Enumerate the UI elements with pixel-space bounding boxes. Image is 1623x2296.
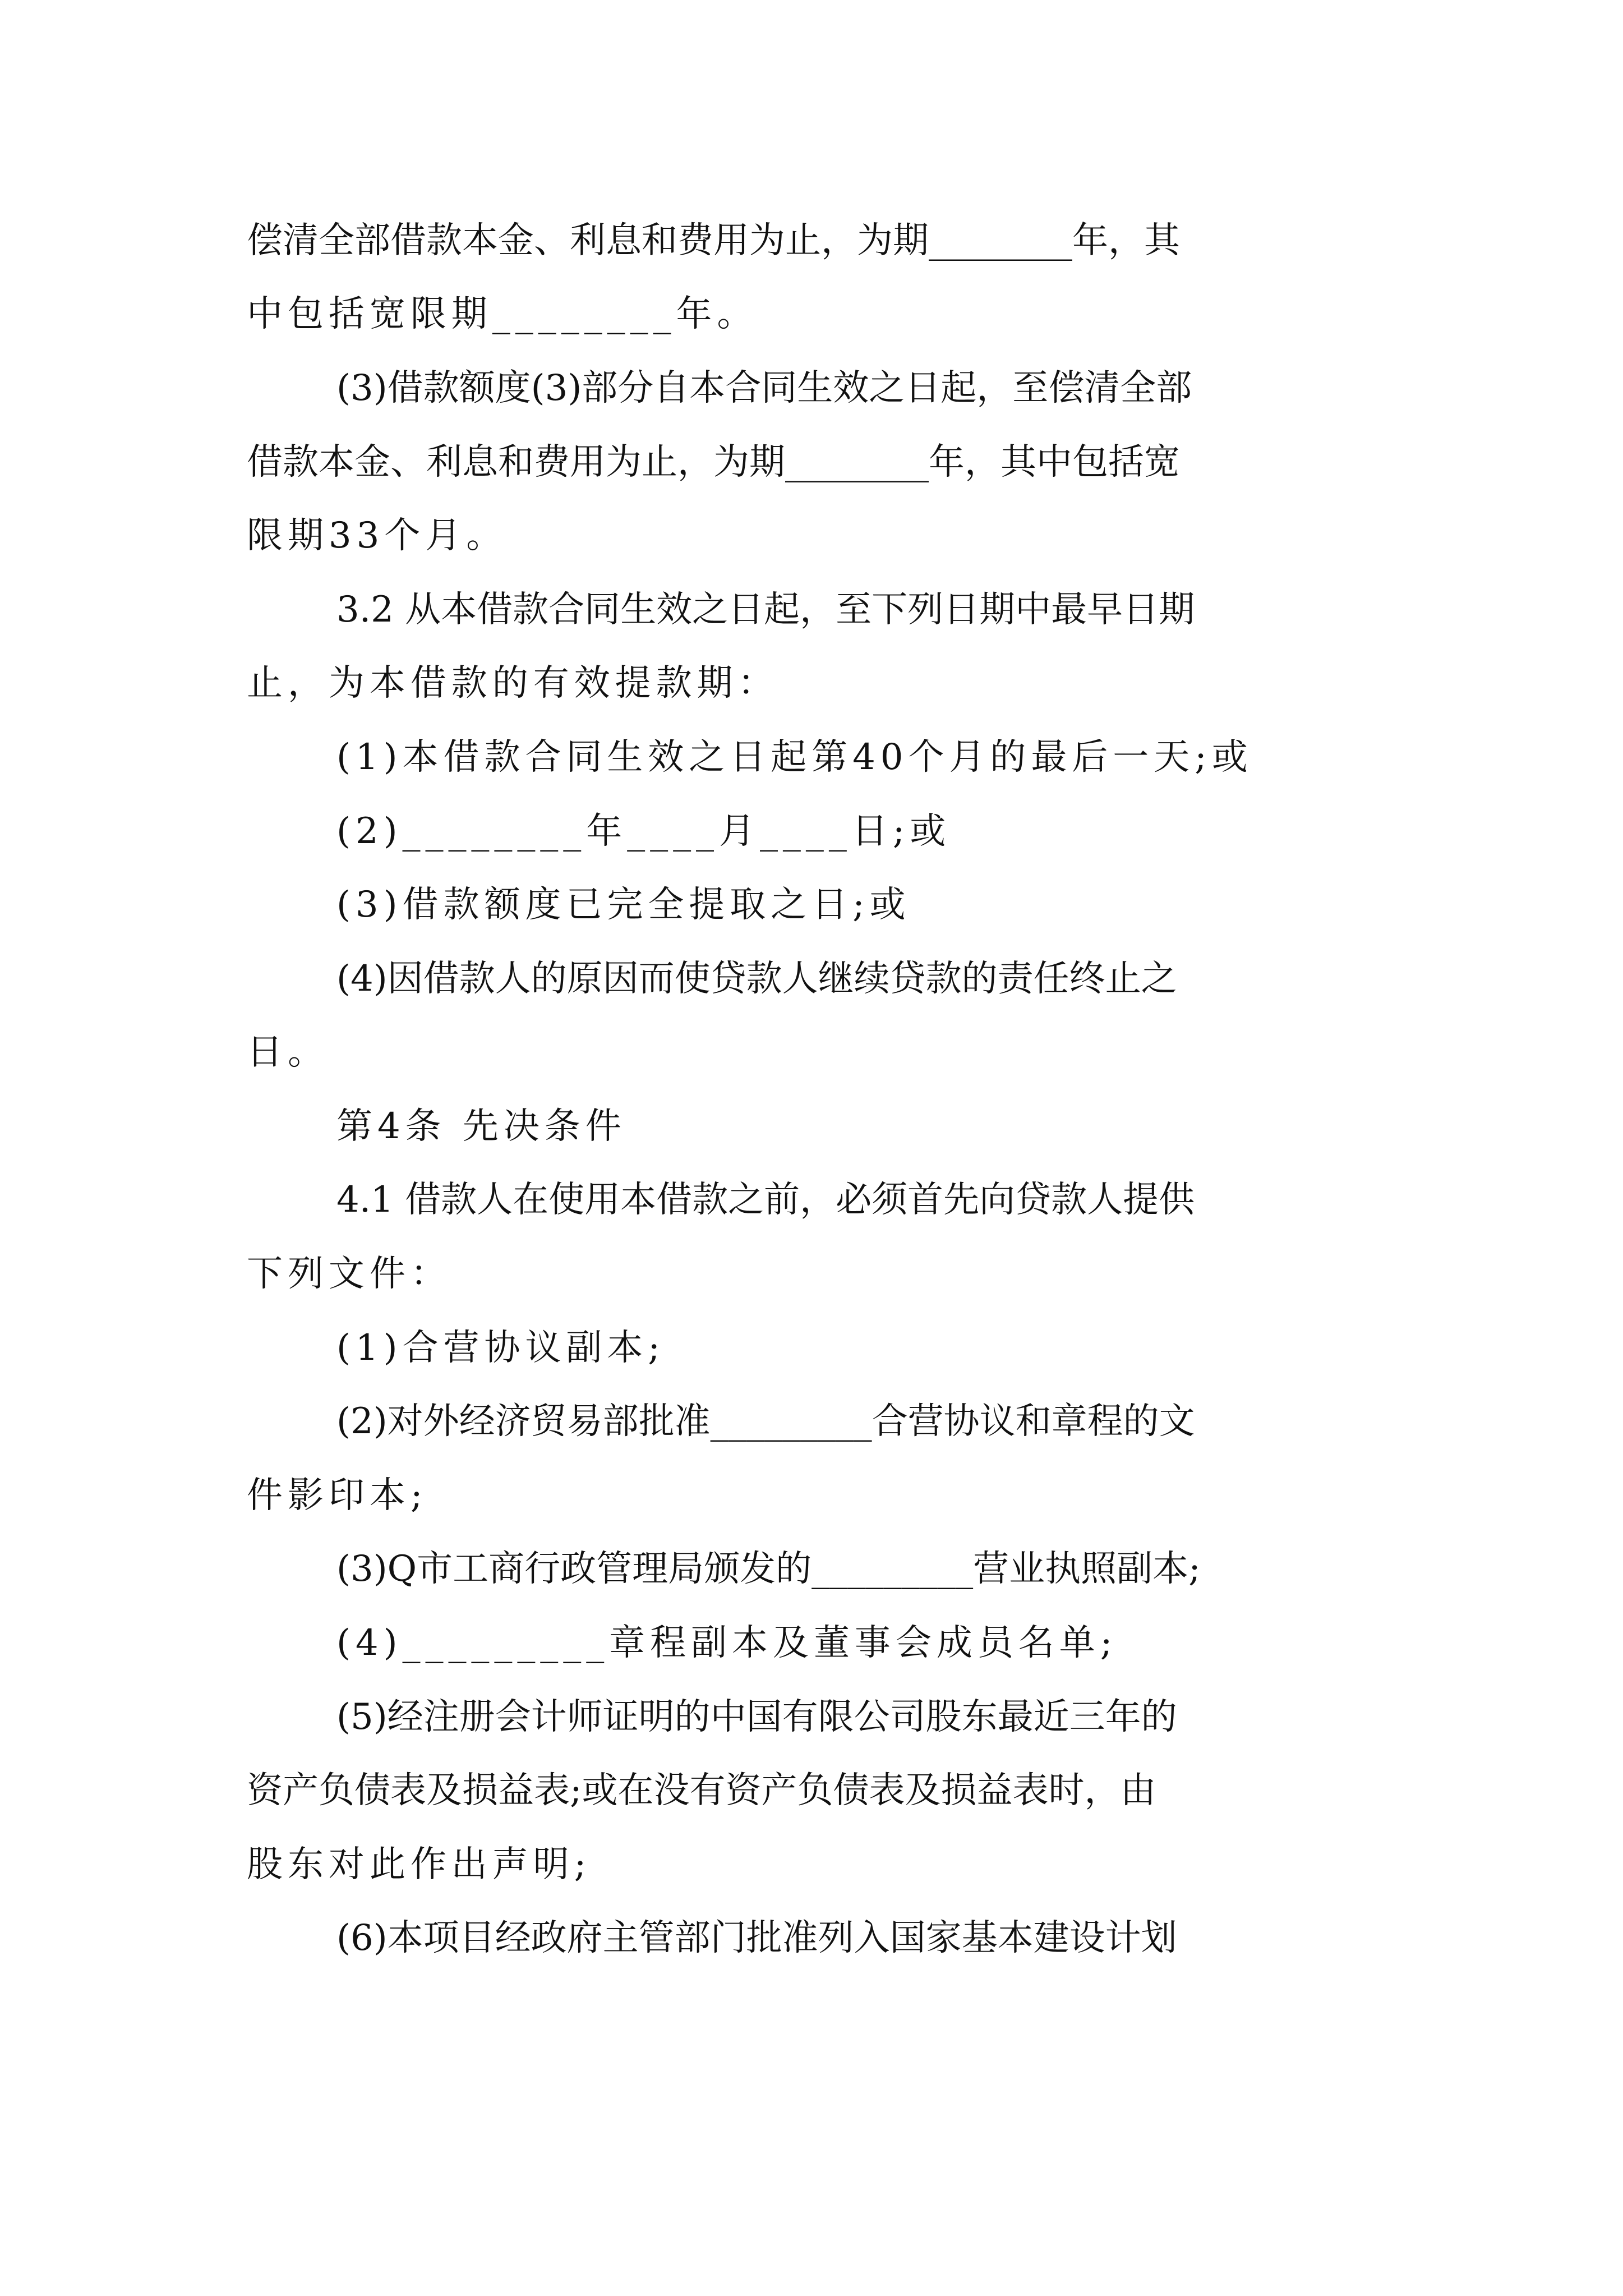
paragraph-line-5: 限期33个月。 xyxy=(247,515,508,556)
paragraph-line-16: (1)合营协议副本; xyxy=(336,1327,665,1369)
paragraph-line-20: (4)_________章程副本及董事会成员名单; xyxy=(336,1622,1118,1664)
paragraph-line-23: 股东对此作出声明; xyxy=(247,1844,592,1885)
paragraph-line-9: (2)________年____月____日;或 xyxy=(336,811,951,852)
paragraph-line-15: 下列文件： xyxy=(247,1253,451,1295)
paragraph-line-17: (2)对外经济贸易部批准_________合营协议和章程的文 xyxy=(336,1401,1195,1442)
paragraph-line-24: (6)本项目经政府主管部门批准列入国家基本建设计划 xyxy=(336,1917,1177,1959)
paragraph-line-14: 4.1 借款人在使用本借款之前，必须首先向贷款人提供 xyxy=(336,1179,1195,1221)
paragraph-line-19: (3)Q市工商行政管理局颁发的_________营业执照副本; xyxy=(336,1548,1201,1590)
paragraph-line-11: (4)因借款人的原因而使贷款人继续贷款的责任终止之 xyxy=(336,958,1177,1000)
paragraph-line-10: (3)借款额度已完全提取之日;或 xyxy=(336,884,911,926)
section-heading: 第4条 先决条件 xyxy=(336,1106,626,1147)
paragraph-line-21: (5)经注册会计师证明的中国有限公司股东最近三年的 xyxy=(336,1696,1177,1738)
paragraph-line-1: 偿清全部借款本金、利息和费用为止，为期________年，其 xyxy=(247,220,1180,261)
paragraph-line-8: (1)本借款合同生效之日起第40个月的最后一天;或 xyxy=(336,737,1253,778)
paragraph-line-6: 3.2 从本借款合同生效之日起，至下列日期中最早日期 xyxy=(336,589,1195,631)
paragraph-line-4: 借款本金、利息和费用为止，为期________年，其中包括宽 xyxy=(247,441,1180,483)
paragraph-line-12: 日。 xyxy=(247,1032,329,1073)
paragraph-line-2: 中包括宽限期________年。 xyxy=(247,293,758,335)
paragraph-line-18: 件影印本; xyxy=(247,1475,428,1516)
paragraph-line-3: (3)借款额度(3)部分自本合同生效之日起，至偿清全部 xyxy=(336,367,1192,409)
paragraph-line-7: 止，为本借款的有效提款期： xyxy=(247,662,779,704)
paragraph-line-22: 资产负债表及损益表;或在没有资产负债表及损益表时，由 xyxy=(247,1770,1156,1811)
